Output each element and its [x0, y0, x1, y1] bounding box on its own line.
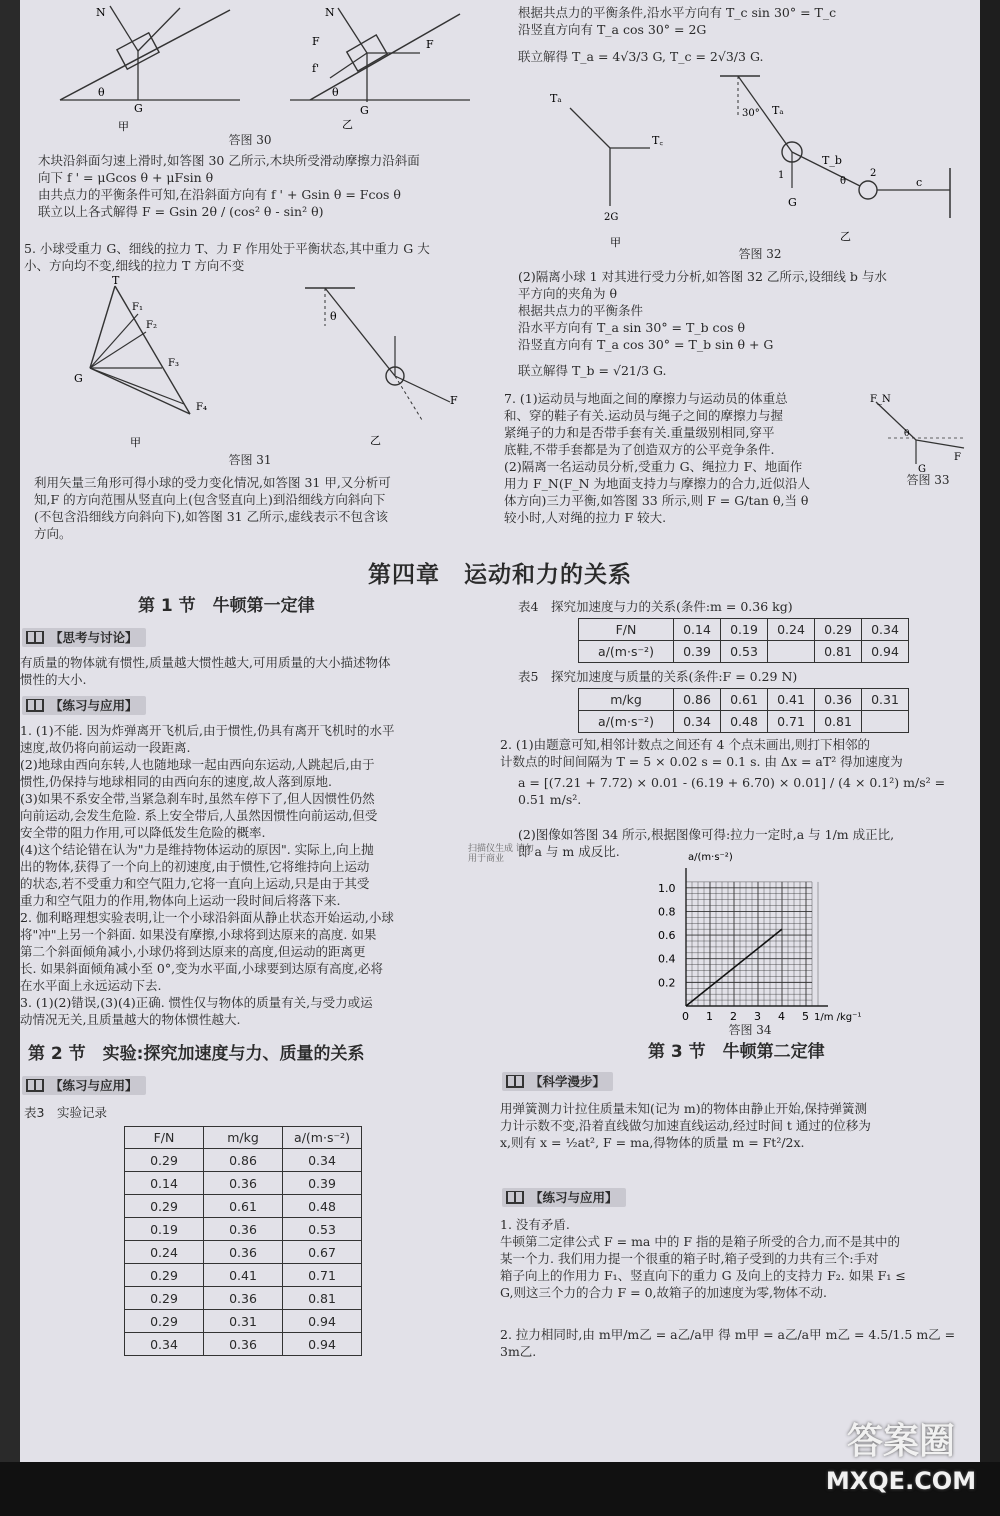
x-tick-label: 2 — [730, 1010, 737, 1023]
fig32-left-caption: 甲 — [610, 236, 621, 249]
practice-tag — [502, 1188, 626, 1207]
scanner-stamp: 扫描仪生成 请勿用于商业 — [468, 844, 534, 864]
table-cell: 0.34 — [283, 1149, 362, 1172]
table-cell: 0.34 — [125, 1333, 204, 1356]
table-cell: 0.31 — [204, 1310, 283, 1333]
table-cell: 0.24 — [768, 619, 815, 641]
book-icon — [26, 631, 44, 644]
tag-label: 【思考与讨论】 — [50, 630, 138, 645]
table-5-caption: 表5 探究加速度与质量的关系(条件:F = 0.29 N) — [518, 669, 798, 684]
table-cell — [862, 711, 909, 733]
table-header: a/(m·s⁻²) — [283, 1127, 362, 1149]
paragraph: 联立解得 T_b = √21/3 G. — [518, 363, 667, 378]
table-cell: 0.94 — [283, 1333, 362, 1356]
answer-page — [20, 0, 980, 1462]
figure-30-caption: 答图 30 — [228, 133, 272, 147]
table-cell: 0.36 — [204, 1172, 283, 1195]
fig33-F: F — [954, 452, 961, 463]
fig30-right-F2: F — [312, 35, 320, 48]
table-cell: 0.24 — [125, 1241, 204, 1264]
fig31-F4: F₄ — [196, 402, 207, 413]
fig32-c: c — [916, 176, 923, 189]
paragraph: 1. 没有矛盾. 牛顿第二定律公式 F = ma 中的 F 指的是箱子所受的合力,而不是其中的 某一个力. 我们用力提一个很重的箱子时,箱子受到的力共有三个:手对 箱子向上的作用力 F₁、竖直向下的重力 G 及向上的支持力 F₂. 如果 F₁ ≤ G,则这三个力的合力 F = 0,故箱子的加速度为零,物体不动. — [500, 1217, 906, 1300]
table-cell: 0.29 — [125, 1195, 204, 1218]
figure-33-drawing — [868, 392, 968, 482]
y-tick-label: 0.6 — [658, 929, 676, 943]
figure-30 — [20, 0, 480, 150]
table-cell: 0.34 — [862, 619, 909, 641]
y-tick-label: 1.0 — [658, 881, 676, 895]
book-icon — [506, 1075, 524, 1088]
fig30-left-N: N — [96, 6, 106, 19]
paragraph: 利用矢量三角形可得小球的受力变化情况,如答图 31 甲,又分析可 知,F 的方向范围从竖直向上(包含竖直向上)到沿细线方向斜向下 (不包含沿细线方向斜向下),如答图 31 乙所示,虚线表示不包含该 方向。 — [34, 475, 391, 541]
table-cell: 0.53 — [721, 641, 768, 663]
figure-31 — [50, 276, 470, 476]
fig32-n1: 1 — [778, 170, 785, 181]
table-row — [125, 1172, 362, 1195]
table-cell: 0.36 — [204, 1241, 283, 1264]
table-cell: 0.48 — [721, 711, 768, 733]
table-cell: 0.81 — [815, 711, 862, 733]
fig30-right-f: f' — [312, 62, 320, 75]
fig31-F1: F₁ — [132, 302, 143, 313]
science-walk-tag — [502, 1072, 613, 1091]
table-cell: 0.81 — [815, 641, 862, 663]
paragraph: 根据共点力的平衡条件,沿水平方向有 T_c sin 30° = T_c 沿竖直方向有 T_a cos 30° = 2G — [518, 5, 837, 37]
fig32-Tb: T_b — [822, 154, 842, 167]
fig32-right-caption: 乙 — [840, 230, 851, 243]
table-cell: 0.39 — [674, 641, 721, 663]
paragraph: 用弹簧测力计拉住质量未知(记为 m)的物体由静止开始,保持弹簧测 力计示数不变,沿着直线做匀加速直线运动,经过时间 t 通过的位移为 x,则有 x = ½at², F = ma,得物体的质量 m = Ft²/2x. — [500, 1101, 871, 1150]
paragraph: 1. (1)不能. 因为炸弹离开飞机后,由于惯性,仍具有离开飞机时的水平 速度,故仍将向前运动一段距离. (2)地球由西向东转,人也随地球一起由西向东运动,人跳起后,由于 惯性,仍保持与地球相同的由西向东的速度,故人落到原地. (3)如果不系安全带,当紧急刹车时,虽然车停下了,但人因惯性仍然 向前运动,会发生危险. 系上安全带后,人虽然因惯性向前运动,但受 安全带的阻力作用,可以降低发生危险的概率. (4)这个结论错在认为"力是维持物体运动的原因". 实际上,向上抛 出的物体,获得了一个向上的初速度,由于惯性,它将维持向上运动 的状态,若不受重力和空气阻力,它将一直向上运动,只是由于其受 重力和空气阻力的作用,物体向上运动一段时间后将落下来. 2. 伽利略理想实验表明,让一个小球沿斜面从静止状态开始运动,小球 将"冲"上另一个斜面. 如果没有摩擦,小球将到达原来的高度. 如果 第二个斜面倾角减小,小球仍将到达原来的高度,但运动的距离更 长. 如果斜面倾角减小至 0°,变为水平面,小球要到达原有高度,必将 在水平面上永远运动下去. 3. (1)(2)错误,(3)(4)正确. 惯性仅与物体的质量有关,与受力或运 动情况无关,且质量越大的物体惯性越大. — [20, 723, 395, 1027]
table-row-header: m/kg — [579, 689, 674, 711]
table-row — [125, 1333, 362, 1356]
table-cell: 0.67 — [283, 1241, 362, 1264]
figure-32 — [510, 68, 970, 258]
fig31-theta: θ — [330, 310, 337, 323]
table-row — [125, 1264, 362, 1287]
table-cell: 0.29 — [125, 1264, 204, 1287]
x-tick-label: 1 — [706, 1010, 713, 1023]
tag-label: 【练习与应用】 — [50, 1078, 138, 1093]
table-row-header: a/(m·s⁻²) — [579, 641, 674, 663]
figure-34-chart — [656, 850, 862, 1030]
table-cell: 0.36 — [204, 1287, 283, 1310]
top-left-column — [20, 0, 480, 541]
table-row — [579, 619, 909, 641]
table-cell: 0.94 — [862, 641, 909, 663]
x-tick-label: 0 — [682, 1010, 689, 1023]
table-header: m/kg — [204, 1127, 283, 1149]
book-icon — [506, 1191, 524, 1204]
figure-31-caption: 答图 31 — [228, 453, 272, 467]
table-cell: 0.29 — [125, 1310, 204, 1333]
table-cell: 0.29 — [125, 1149, 204, 1172]
fig32-Ta: Tₐ — [550, 92, 562, 105]
formula: a = [(7.21 + 7.72) × 0.01 - (6.19 + 6.70) × 0.01] / (4 × 0.1²) m/s² = 0.51 m/s². — [518, 775, 950, 807]
fig32-Ta2: Tₐ — [772, 104, 784, 117]
fig32-Tc: T꜀ — [652, 134, 664, 147]
fig30-right-G: G — [360, 104, 369, 117]
table-cell: 0.53 — [283, 1218, 362, 1241]
site-watermark — [816, 1420, 986, 1504]
table-cell: 0.61 — [204, 1195, 283, 1218]
fig32-angle: 30° — [742, 108, 760, 119]
table-cell: 0.94 — [283, 1310, 362, 1333]
x-tick-label: 5 — [802, 1010, 809, 1023]
table-cell: 0.36 — [815, 689, 862, 711]
fig31-F3: F₃ — [168, 358, 179, 369]
table-cell: 0.29 — [125, 1287, 204, 1310]
y-axis-label: a/(m·s⁻²) — [688, 852, 733, 863]
fig30-left-caption: 甲 — [118, 120, 129, 133]
table-header: F/N — [125, 1127, 204, 1149]
table-cell: 0.48 — [283, 1195, 362, 1218]
table-cell: 0.61 — [721, 689, 768, 711]
table-row-header: F/N — [579, 619, 674, 641]
paragraph: 2. 拉力相同时,由 m甲/m乙 = a乙/a甲 得 m甲 = a乙/a甲 m乙 = 4.5/1.5 m乙 = 3m乙. — [500, 1327, 960, 1359]
think-discuss-tag — [22, 628, 146, 647]
paragraph: 有质量的物体就有惯性,质量越大惯性越大,可用质量的大小描述物体 惯性的大小. — [20, 655, 391, 687]
practice-tag — [22, 1076, 146, 1095]
figure-33-caption: 答图 33 — [906, 473, 950, 487]
fig30-right-F: F — [426, 38, 434, 51]
paragraph: 2. (1)由题意可知,相邻计数点之间还有 4 个点未画出,则打下相邻的 计数点的时间间隔为 T = 5 × 0.02 s = 0.1 s. 由 Δx = aT² 得加速度为 — [500, 737, 903, 769]
table-cell: 0.14 — [674, 619, 721, 641]
table-row — [579, 689, 909, 711]
table-cell: 0.39 — [283, 1172, 362, 1195]
y-tick-label: 0.4 — [658, 952, 676, 966]
paragraph: 联立解得 T_a = 4√3/3 G, T_c = 2√3/3 G. — [518, 49, 764, 64]
fig30-left-theta: θ — [98, 86, 105, 99]
fig32-n2: 2 — [870, 168, 877, 179]
fig32-G: G — [788, 196, 797, 209]
table-row — [579, 641, 909, 663]
fig31-F: F — [450, 394, 458, 407]
figure-32-drawing — [510, 68, 970, 258]
fig31-F2: F₂ — [146, 320, 157, 331]
table-cell: 0.36 — [204, 1218, 283, 1241]
table-cell: 0.41 — [204, 1264, 283, 1287]
fig30-right-theta: θ — [332, 86, 339, 99]
fig33-G: G — [918, 464, 926, 475]
table-row — [125, 1241, 362, 1264]
table-cell: 0.41 — [768, 689, 815, 711]
x-tick-label: 3 — [754, 1010, 761, 1023]
figure-32-caption: 答图 32 — [738, 247, 782, 261]
y-tick-label: 0.2 — [658, 976, 676, 990]
table-4-caption: 表4 探究加速度与力的关系(条件:m = 0.36 kg) — [518, 599, 793, 614]
section-2-title: 第 2 节 实验:探究加速度与力、质量的关系 — [28, 1044, 365, 1064]
table-cell: 0.19 — [125, 1218, 204, 1241]
x-axis-label: 1/m /kg⁻¹ — [814, 1012, 862, 1023]
fig30-left-G: G — [134, 102, 143, 115]
fig32-theta: θ — [840, 176, 847, 187]
fig31-G: G — [74, 372, 83, 385]
watermark-line-2: MXQE.COM — [825, 1467, 977, 1495]
table-cell: 0.29 — [815, 619, 862, 641]
paragraph: 5. 小球受重力 G、细线的拉力 T、力 F 作用处于平衡状态,其中重力 G 大 小、方向均不变,细线的拉力 T 方向不变 — [24, 241, 430, 273]
section-1-title: 第 1 节 牛顿第一定律 — [138, 596, 315, 616]
table-cell: 0.71 — [768, 711, 815, 733]
fig31-T: T — [112, 274, 120, 287]
watermark-line-1: 答案圈 — [846, 1421, 955, 1462]
table-row — [125, 1149, 362, 1172]
paragraph: 木块沿斜面匀速上滑时,如答图 30 乙所示,木块所受滑动摩擦力沿斜面 向下 f ' = μGcos θ + μFsin θ 由共点力的平衡条件可知,在沿斜面方向有 f ' + Gsin θ = Fcos θ 联立以上各式解得 F = Gsin 2θ / (cos² θ - sin² θ) — [38, 153, 420, 219]
fig32-2G: 2G — [604, 212, 619, 223]
table-4 — [578, 618, 909, 663]
table-row — [125, 1218, 362, 1241]
fig31-right-caption: 乙 — [370, 434, 381, 447]
book-icon — [26, 699, 44, 712]
table-cell: 0.36 — [204, 1333, 283, 1356]
tag-label: 【科学漫步】 — [530, 1074, 606, 1089]
table-5 — [578, 688, 909, 733]
table-3-caption: 表3 实验记录 — [24, 1105, 107, 1120]
fig30-right-caption: 乙 — [342, 118, 353, 131]
practice-tag — [22, 696, 146, 715]
table-cell: 0.81 — [283, 1287, 362, 1310]
paragraph: (2)图像如答图 34 所示,根据图像可得:拉力一定时,a 与 1/m 成正比, 即 a 与 m 成反比. — [518, 827, 895, 859]
section-1 — [20, 596, 490, 1046]
table-cell: 0.19 — [721, 619, 768, 641]
table-cell: 0.71 — [283, 1264, 362, 1287]
paragraph: (2)隔离小球 1 对其进行受力分析,如答图 32 乙所示,设细线 b 与水 平方向的夹角为 θ 根据共点力的平衡条件 沿水平方向有 T_a sin 30° = T_b cos θ 沿竖直方向有 T_a cos 30° = T_b sin θ + G — [518, 269, 887, 352]
table-row — [125, 1310, 362, 1333]
tag-label: 【练习与应用】 — [530, 1190, 618, 1205]
x-tick-label: 4 — [778, 1010, 785, 1023]
section-3 — [500, 1040, 970, 1460]
book-icon — [26, 1079, 44, 1092]
y-tick-label: 0.8 — [658, 905, 676, 919]
table-cell: 0.86 — [674, 689, 721, 711]
table-cell: 0.86 — [204, 1149, 283, 1172]
table-cell: 0.14 — [125, 1172, 204, 1195]
fig31-left-caption: 甲 — [130, 436, 141, 449]
section-2-right — [500, 596, 970, 1036]
paragraph: 7. (1)运动员与地面之间的摩擦力与运动员的体重总 和、穿的鞋子有关.运动员与绳子之间的摩擦力与握 紧绳子的力和是否带手套有关.重量级别相同,穿平 底鞋,不带手套都是为了创造双方的公平竞争条件. (2)隔离一名运动员分析,受重力 G、绳拉力 F、地面作 用力 F_N(F_N 为地面支持力与摩擦力的合力,近似沿人 体方向)三力平衡,如答图 33 所示,则 F = G/tan θ,当 θ 较小时,人对绳的拉力 F 较大. — [504, 391, 811, 525]
table-cell — [768, 641, 815, 663]
table-row — [579, 711, 909, 733]
table-cell: 0.34 — [674, 711, 721, 733]
scan-edge — [0, 0, 20, 1462]
tag-label: 【练习与应用】 — [50, 698, 138, 713]
table-row — [125, 1287, 362, 1310]
figure-34-caption: 答图 34 — [728, 1023, 772, 1037]
figure-30-drawing — [20, 0, 480, 150]
fig30-right-N: N — [325, 6, 335, 19]
fig33-theta: θ — [904, 429, 910, 439]
chapter-title: 第四章 运动和力的关系 — [368, 562, 632, 588]
fig33-FN: F_N — [870, 394, 891, 405]
section-2 — [20, 1046, 490, 1376]
section-3-title: 第 3 节 牛顿第二定律 — [648, 1042, 825, 1062]
table-row — [125, 1195, 362, 1218]
table-3 — [124, 1126, 362, 1356]
figure-31-drawing — [50, 276, 470, 476]
table-cell: 0.31 — [862, 689, 909, 711]
table-row-header: a/(m·s⁻²) — [579, 711, 674, 733]
figure-33 — [868, 392, 968, 487]
